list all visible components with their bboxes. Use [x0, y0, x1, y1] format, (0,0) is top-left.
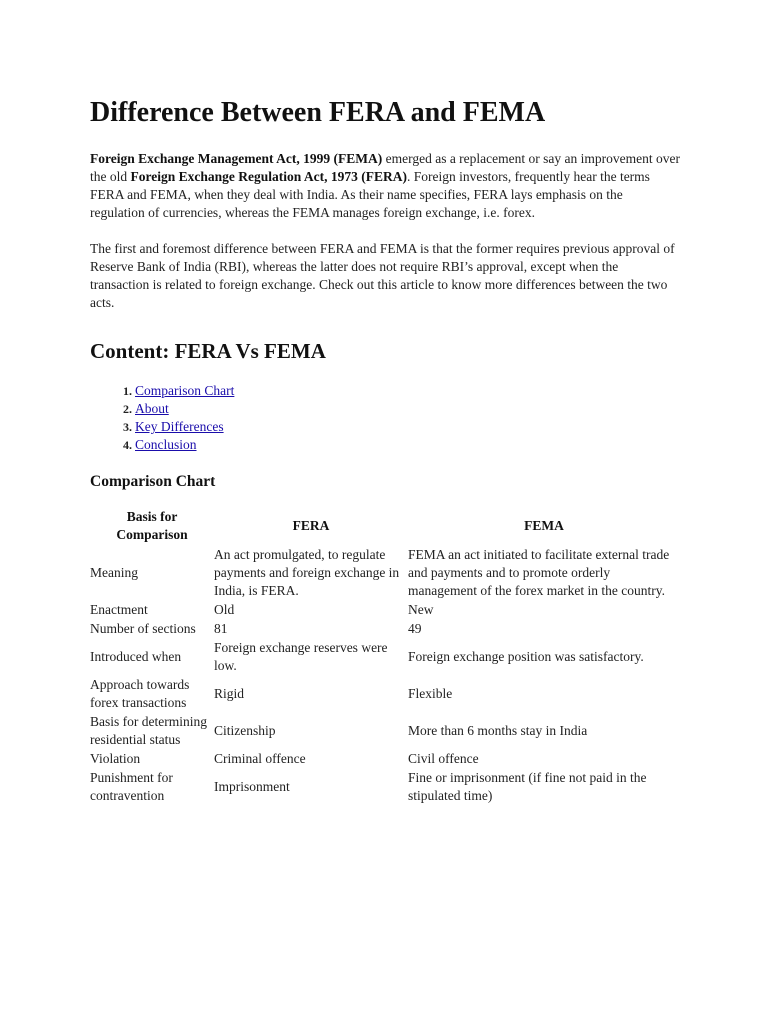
cell-fema: Foreign exchange position was satisfactory. [408, 649, 644, 664]
page-title: Difference Between FERA and FEMA [90, 97, 546, 128]
toc-link-about[interactable]: About [135, 401, 169, 416]
toc-link-comparison-chart[interactable]: Comparison Chart [135, 383, 235, 398]
toc-link-key-differences[interactable]: Key Differences [135, 419, 224, 434]
header-basis: Basis for Comparison [116, 509, 188, 542]
cell-basis: Enactment [90, 602, 148, 617]
header-fera: FERA [292, 518, 330, 533]
cell-fema: More than 6 months stay in India [408, 723, 588, 738]
intro-text-2: . Foreign investors, frequently hear the terms FERA and FEMA, when they deal with India. As their name specifies, FERA lays emphasis on the regulation of currencies, whereas the FEMA manages foreign exchange, i.e. forex. [90, 169, 650, 220]
cell-fera: Rigid [214, 686, 245, 701]
cell-fera: Imprisonment [214, 779, 290, 794]
table-row [90, 620, 680, 639]
table-row [90, 769, 680, 806]
table-row [90, 639, 680, 676]
table-header-row [90, 506, 680, 546]
table-row [90, 676, 680, 713]
second-paragraph: The first and foremost difference between FERA and FEMA is that the former requires previous approval of Reserve Bank of India (RBI), whereas the latter does not require RBI’s approval, except when the transaction is related to foreign exchange. Check out this article to know more differences between the two acts. [90, 241, 675, 310]
cell-fera: Old [214, 602, 235, 617]
cell-fera: An act promulgated, to regulate payments and foreign exchange in India, is FERA. [214, 547, 400, 598]
intro-text-1: emerged as a replacement or say an improvement over the old [90, 151, 680, 184]
toc-item [135, 400, 680, 418]
cell-fema: Civil offence [408, 751, 479, 766]
table-row [90, 601, 680, 620]
cell-fema: Flexible [408, 686, 453, 701]
cell-fera: Foreign exchange reserves were low. [214, 640, 388, 673]
cell-basis: Basis for determining residential status [90, 714, 207, 747]
cell-fera: 81 [214, 621, 228, 636]
cell-basis: Introduced when [90, 649, 182, 664]
cell-fera: Criminal offence [214, 751, 306, 766]
content-heading: Content: FERA Vs FEMA [90, 339, 326, 363]
cell-basis: Punishment for contravention [90, 770, 173, 803]
fema-full-name: Foreign Exchange Management Act, 1999 (FEMA) [90, 151, 383, 166]
header-fema: FEMA [524, 518, 564, 533]
table-row [90, 750, 680, 769]
cell-basis: Violation [90, 751, 141, 766]
cell-basis: Meaning [90, 565, 138, 580]
table-row [90, 546, 680, 601]
cell-fema: FEMA an act initiated to facilitate external trade and payments and to promote orderly management of the forex market in the country. [408, 547, 670, 598]
toc-link-conclusion[interactable]: Conclusion [135, 437, 197, 452]
cell-basis: Approach towards forex transactions [90, 677, 190, 710]
comparison-chart-heading: Comparison Chart [90, 473, 216, 490]
toc-item [135, 418, 680, 436]
toc-item [135, 436, 680, 454]
article [90, 96, 680, 806]
fera-full-name: Foreign Exchange Regulation Act, 1973 (FERA) [130, 169, 407, 184]
cell-basis: Number of sections [90, 621, 196, 636]
cell-fema: Fine or imprisonment (if fine not paid in the stipulated time) [408, 770, 647, 803]
cell-fema: New [408, 602, 434, 617]
cell-fera: Citizenship [214, 723, 276, 738]
cell-fema: 49 [408, 621, 422, 636]
comparison-table [90, 506, 680, 806]
intro-paragraph [90, 150, 680, 222]
table-of-contents [90, 382, 680, 454]
toc-item [135, 382, 680, 400]
table-row [90, 713, 680, 750]
